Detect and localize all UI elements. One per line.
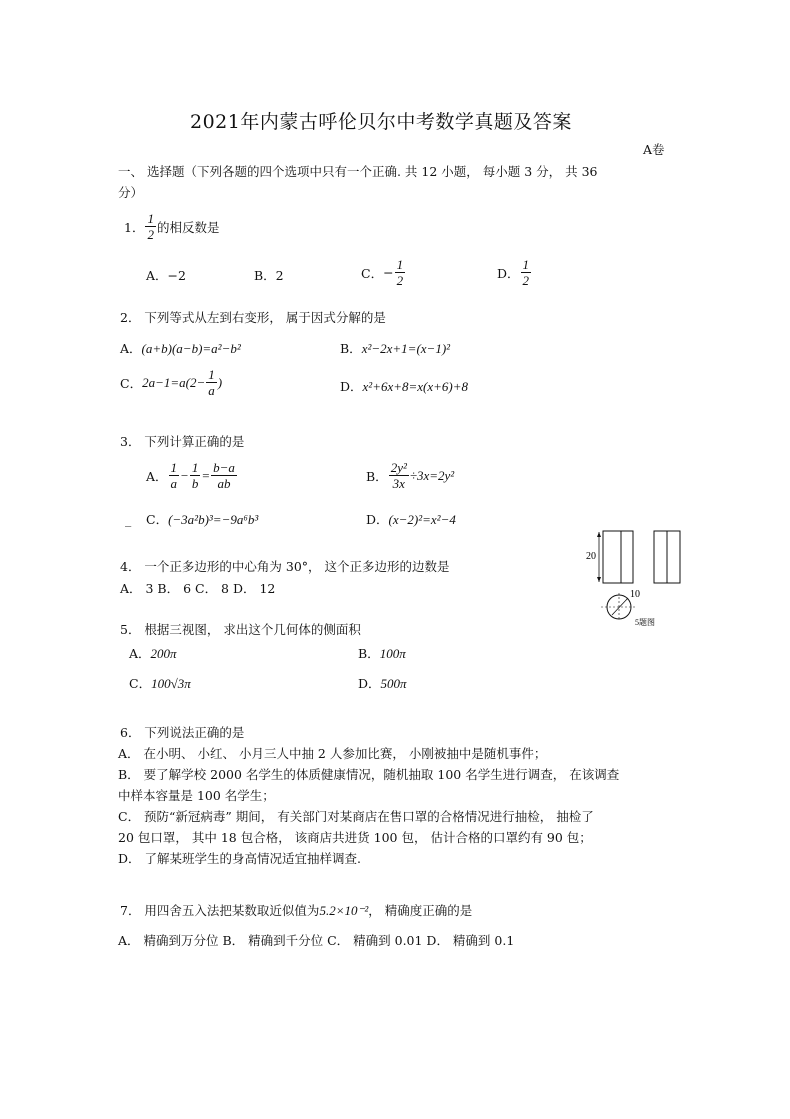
numerator: 1 (170, 460, 178, 475)
option-label: D． (497, 265, 520, 281)
question-text-post: ， 精确度正确的是 (368, 903, 473, 918)
q3-option-c (146, 510, 258, 528)
operator: − (180, 467, 189, 483)
q6-option-a: A． 在小明、 小红、 小月三人中抽 2 人参加比赛， 小刚被抽中是随机事件； (118, 746, 547, 761)
q2-option-b (340, 339, 450, 357)
q2-option-d (340, 377, 468, 395)
question-4-stem: 4． 一个正多边形的中心角为 30°， 这个正多边形的边数是 (120, 559, 450, 574)
fraction (521, 258, 532, 287)
denominator: ab (217, 476, 231, 491)
arrow-up-icon (597, 532, 601, 537)
option-label: D． (340, 379, 363, 394)
arrow-down-icon (597, 577, 601, 582)
fraction (389, 461, 409, 490)
height-label: 20 (586, 551, 596, 562)
fraction (211, 461, 237, 490)
expression: ÷3x=2y² (409, 467, 455, 483)
numerator: 1 (522, 257, 530, 272)
radius-line (612, 598, 628, 615)
question-number: 1． (124, 219, 145, 235)
front-view-rect (603, 531, 633, 583)
option-label: B． (366, 468, 388, 484)
section-heading-line2: 分） (118, 185, 144, 200)
q7-options: A． 精确到万分位 B． 精确到千分位 C． 精确到 0.01 D． 精确到 0.1 (118, 933, 515, 948)
q2-option-c (120, 368, 222, 397)
denominator: a (208, 383, 215, 398)
numerator: 1 (147, 211, 154, 226)
expression: (x−2)²=x²−4 (388, 512, 456, 527)
radius-label: 10 (630, 589, 640, 600)
option-label: C． (120, 375, 143, 391)
option-label: C． (361, 265, 384, 281)
option-label: A． (146, 468, 168, 484)
numerator: 2y² (390, 460, 407, 475)
option-label: D． (358, 676, 381, 691)
option-label: A． (129, 646, 151, 661)
q1-option-d (497, 258, 532, 287)
denominator: a (170, 476, 178, 491)
q5-option-b (358, 644, 406, 662)
fraction (206, 368, 217, 397)
operator: = (201, 467, 211, 483)
expression-post: ) (217, 374, 223, 390)
expression: (−3a²b)³=−9a⁶b³ (168, 512, 259, 527)
q4-options: A． 3 B． 6 C． 8 D． 12 (120, 581, 276, 596)
question-text: 的相反数是 (156, 219, 220, 235)
fraction (190, 461, 201, 490)
q1-option-a: A．−2 (146, 268, 186, 283)
numerator: 1 (396, 257, 404, 272)
section-tag: A卷 (643, 142, 665, 157)
option-label: C． (146, 512, 169, 527)
expression: x²+6x+8=x(x+6)+8 (362, 379, 469, 394)
expression-pre: 2a−1=a(2− (142, 374, 206, 390)
section-heading-line1: 一、 选择题（下列各题的四个选项中只有一个正确. 共 12 小题， 每小题 3 分， 共 36 (118, 164, 598, 179)
fraction (169, 461, 180, 490)
expression: 200π (150, 646, 177, 661)
fraction (395, 258, 406, 287)
q6-option-b-line2: 中样本容量是 100 名学生； (118, 788, 275, 803)
fraction (145, 212, 156, 241)
figure-caption: 5题图 (635, 618, 655, 627)
option-label: C． (129, 676, 152, 691)
q6-option-c-line2: 20 包口罩， 其中 18 包合格， 该商店共进货 100 包， 估计合格的口罩约有 90 包； (118, 830, 592, 845)
minus-sign: − (383, 265, 394, 280)
denominator: b (191, 476, 199, 491)
q3-option-b (366, 461, 454, 490)
expression: (a+b)(a−b)=a²−b² (141, 341, 241, 356)
question-1-stem (124, 212, 219, 241)
expression: x²−2x+1=(x−1)² (361, 341, 451, 356)
denominator: 2 (147, 227, 154, 242)
q1-option-b: B．2 (254, 268, 284, 283)
option-label: A． (120, 341, 142, 356)
option-label: B． (340, 341, 362, 356)
q5-option-c (129, 674, 191, 692)
numerator: 1 (191, 460, 199, 475)
denominator: 2 (522, 273, 530, 288)
numerator: 1 (208, 367, 215, 382)
expression: 5.2×10⁻² (319, 903, 369, 918)
q6-option-b-line1: B． 要了解学校 2000 名学生的体质健康情况，随机抽取 100 名学生进行调查， 在该调查 (118, 767, 620, 782)
q3-option-a (146, 461, 238, 490)
option-label: B． (358, 646, 380, 661)
q3-dash-mark: _ (125, 512, 132, 527)
question-text: 7． 用四舍五入法把某数取近似值为 (120, 903, 320, 918)
q3-option-d (366, 510, 456, 528)
numerator: b−a (213, 460, 235, 475)
three-view-figure (583, 523, 693, 631)
denominator: 2 (396, 273, 404, 288)
q6-option-c-line1: C． 预防“新冠病毒” 期间， 有关部门对某商店在售口罩的合格情况进行抽检， 抽检了 (118, 809, 594, 824)
expression: 100√3π (151, 676, 191, 691)
q5-option-a (129, 644, 177, 662)
question-6-stem: 6． 下列说法正确的是 (120, 725, 245, 740)
question-3-stem: 3． 下列计算正确的是 (120, 434, 245, 449)
expression: 500π (380, 676, 407, 691)
page-title: 2021年内蒙古呼伦贝尔中考数学真题及答案 (190, 111, 572, 133)
q6-option-d: D． 了解某班学生的身高情况适宜抽样调查. (118, 851, 361, 866)
expression: 100π (379, 646, 406, 661)
question-5-stem: 5． 根据三视图， 求出这个几何体的侧面积 (120, 622, 361, 637)
q5-option-d (358, 674, 407, 692)
q1-option-c (361, 258, 406, 287)
question-2-stem: 2． 下列等式从左到右变形， 属于因式分解的是 (120, 310, 386, 325)
question-7-stem (120, 901, 472, 919)
denominator: 3x (392, 476, 405, 491)
q2-option-a (120, 339, 241, 357)
option-label: D． (366, 512, 389, 527)
